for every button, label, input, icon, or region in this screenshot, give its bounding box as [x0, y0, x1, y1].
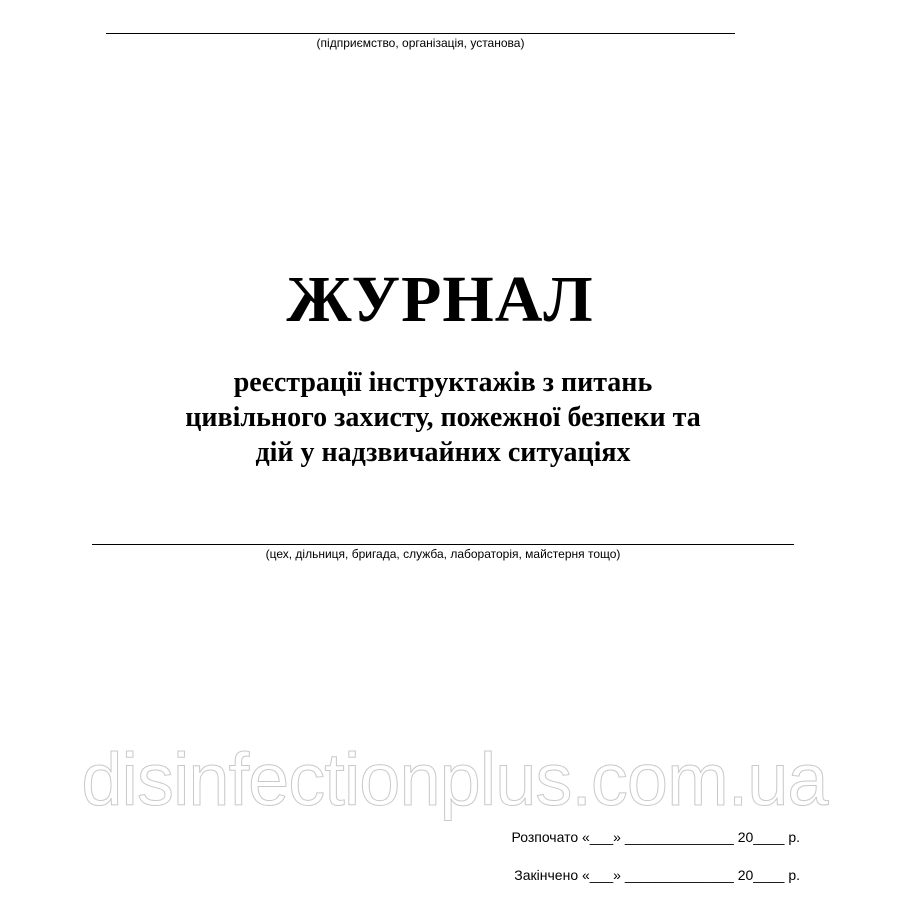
journal-subtitle	[0, 365, 886, 470]
subtitle-line-2: цивільного захисту, пожежної безпеки та	[185, 402, 701, 433]
journal-title: ЖУРНАЛ	[286, 263, 594, 336]
subtitle-line-3: дій у надзвичайних ситуаціях	[255, 437, 631, 468]
organization-caption: (підприємство, організація, установа)	[316, 36, 525, 50]
subtitle-line-1: реєстрації інструктажів з питань	[233, 367, 653, 398]
started-date-line: Розпочато «___» ______________ 20____ р.	[511, 829, 800, 845]
department-line	[92, 544, 794, 545]
watermark: disinfectionplus.com.ua	[81, 738, 828, 821]
finished-date-line: Закінчено «___» ______________ 20____ р.	[514, 867, 800, 883]
department-caption: (цех, дільниця, бригада, служба, лабораторія, майстерня тощо)	[265, 547, 621, 561]
organization-line	[106, 33, 735, 34]
